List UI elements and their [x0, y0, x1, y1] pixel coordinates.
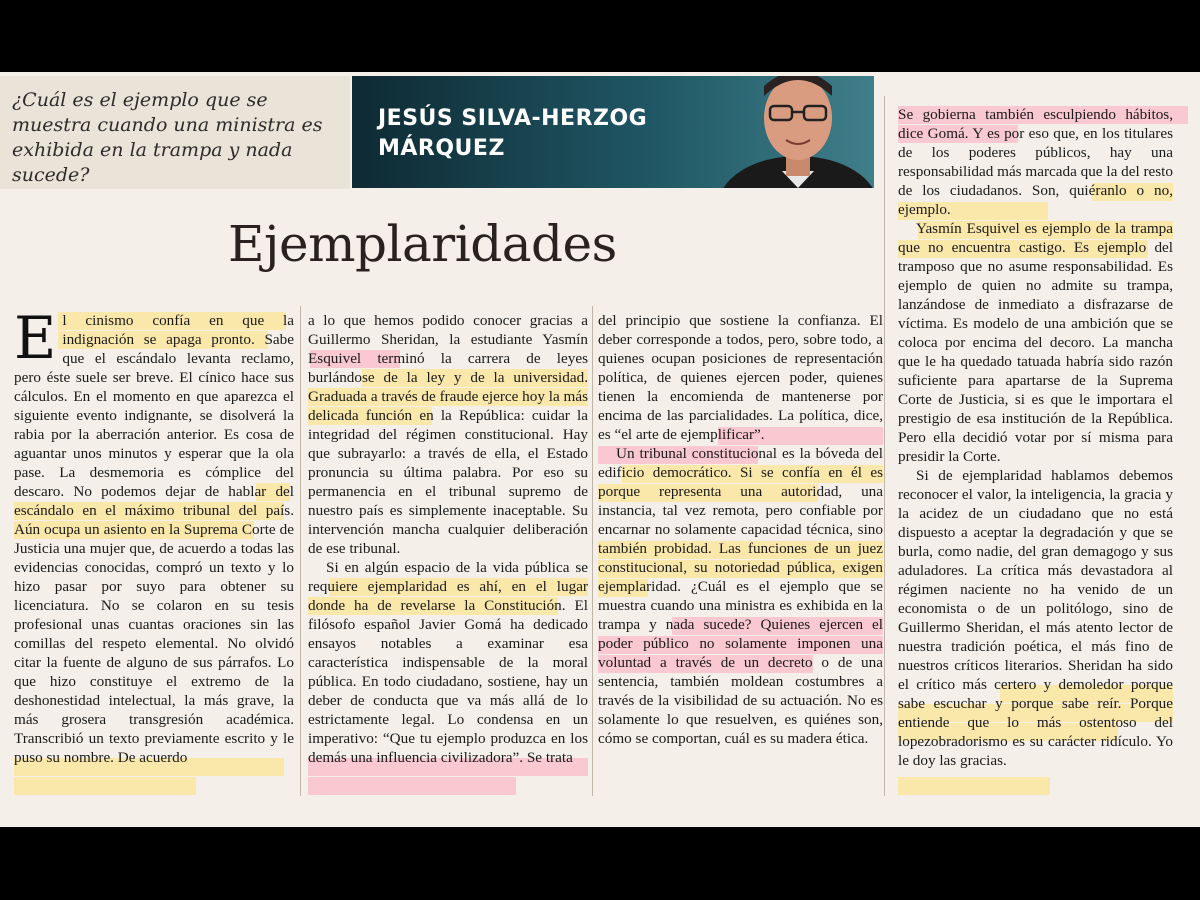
- author-name-line1: JESÚS SILVA-HERZOG: [378, 106, 648, 131]
- article-column-3: [598, 311, 883, 748]
- paragraph: del principio que sostiene la confianza. El deber corresponde a todos, pero, sobre todo, a quienes ocupan posiciones de representación política, de quienes ejercen poder, quienes tienen la encomienda de mantenerse por encima de las parcialidades. La política, dice, es “el arte de ejemplificar”.: [598, 312, 883, 443]
- paragraph: [14, 304, 294, 767]
- author-name: [378, 104, 647, 164]
- pull-quote: ¿Cuál es el ejemplo que se muestra cuando una ministra es exhibida en la trampa y nada sucede?: [12, 89, 323, 186]
- paragraph: Si en algún espacio de la vida pública se requiere ejemplaridad es ahí, en el lugar donde ha de revelarse la Constitución. El filósofo español Javier Gomá ha dedicado ensayos notables a examinar esa característica indispensable de la moral pública. En todo ciudadano, sostiene, hay un deber de conducta que va más allá de lo estrictamente legal. Lo condensa en un imperativo: “Que tu ejemplo produzca en los demás una influencia civilizadora”. Se trata: [308, 559, 588, 766]
- drop-cap: E: [14, 304, 57, 372]
- paragraph: Se gobierna también esculpiendo hábitos, dice Gomá. Y es por eso que, en los titulares de los poderes públicos, hay una responsabilidad más marcada que la del resto de los ciudadanos. Son, quiéranlo o no, ejemplo.: [898, 106, 1173, 218]
- author-name-line2: MÁRQUEZ: [378, 136, 505, 161]
- author-photo: [720, 76, 875, 188]
- paragraph: a lo que hemos podido conocer gracias a Guillermo Sheridan, la estudiante Yasmín Esquivel terminó la carrera de leyes burlándose de la ley y de la universidad. Graduada a través de fraude ejerce hoy la más delicada función en la República: cuidar la integridad del régimen constitucional. Hay que subrayarlo: a través de ella, el Estado pronuncia su última palabra. Por eso su permanencia en el tribunal supremo de nuestro país es simplemente inaceptable. Su intervención mancha cualquier deliberación de ese tribunal.: [308, 312, 588, 557]
- paragraph: Si de ejemplaridad hablamos debemos reconocer el valor, la inteligencia, la gracia y la acidez de un ciudadano que no está dispuesto a aceptar la degradación y que se burla, como nadie, del gran demagogo y sus aduladores. La crítica más devastadora al régimen naciente no ha venido de un economista o de un politólogo, sino de Guillermo Sheridan, el más atento lector de nuestra tradición poética, el más fino de nuestros críticos literarios. Sheridan ha sido el crítico más certero y demoledor porque sabe escuchar y porque sabe reír. Porque entiende que lo más ostentoso del lopezobradorismo es su carácter ridículo. Yo le doy las gracias.: [898, 467, 1173, 769]
- paragraph: Un tribunal constitucional es la bóveda del edificio democrático. Si se confía en él es porque representa una autoridad, una instancia, tal vez remota, pero confiable por encarnar no solamente capacidad técnica, sino también probidad. Las funciones de un juez constitucional, su notoriedad pública, exigen ejemplaridad. ¿Cuál es el ejemplo que se muestra cuando una ministra es exhibida en la trampa y nada sucede? Quienes ejercen el poder público no solamente imponen una voluntad a través de un decreto o de una sentencia, también moldean costumbres a través de la visibilidad de su actuación. No es solamente lo que resuelven, es quiénes son, cómo se comportan, cuál es su madera ética.: [598, 445, 883, 747]
- column-divider: [884, 96, 885, 796]
- article-column-2: [308, 311, 588, 767]
- article-column-1: [14, 304, 294, 767]
- article-column-4: [898, 105, 1173, 770]
- headline: Ejemplaridades: [228, 215, 617, 273]
- paragraph: Yasmín Esquivel es ejemplo de la trampa que no encuentra castigo. Es ejemplo del tramposo que no asume responsabilidad. Es ejemplo de quien no admite su trampa, lanzándose de inmediato a disfrazarse de víctima. Es modelo de una ambición que se coloca por encima del decoro. La mancha que le ha quedado tatuada habría sido razón suficiente para apartarse de la Suprema Corte de Justicia, si es que le importara el prestigio de esa institución de la República. Pero ella decidió votar por sí misma para presidir la Corte.: [898, 220, 1173, 465]
- paragraph-text: l cinismo confía en que la indignación se apaga pronto. Sabe que el escándalo levanta reclamo, pero éste suele ser breve. El cínico hace sus cálculos. En el momento en que aparezca el siguiente evento indignante, se disolverá la rabia por la aberración anterior. Es cosa de aguantar unos minutos y esperar que la ola pase. La desmemoria es cómplice del descaro. No podemos dejar de hablar del escándalo en el máximo tribunal del país. Aún ocupa un asiento en la Suprema Corte de Justicia una mujer que, de acuerdo a todas las evidencias conocidas, compró un texto y lo hizo pasar por suyo para obtener su licenciatura. No se colaron en su tesis profesional unas cuantas oraciones sin las comillas del respeto elemental. No olvidó citar la fuente de alguno de sus párrafos. Lo que hizo constituye el extremo de la deshonestidad intelectual, la más grave, la más grosera transgresión académica. Transcribió un texto previamente escrito y le puso su nombre. De acuerdo: [14, 312, 294, 766]
- column-divider: [592, 306, 593, 796]
- column-divider: [300, 306, 301, 796]
